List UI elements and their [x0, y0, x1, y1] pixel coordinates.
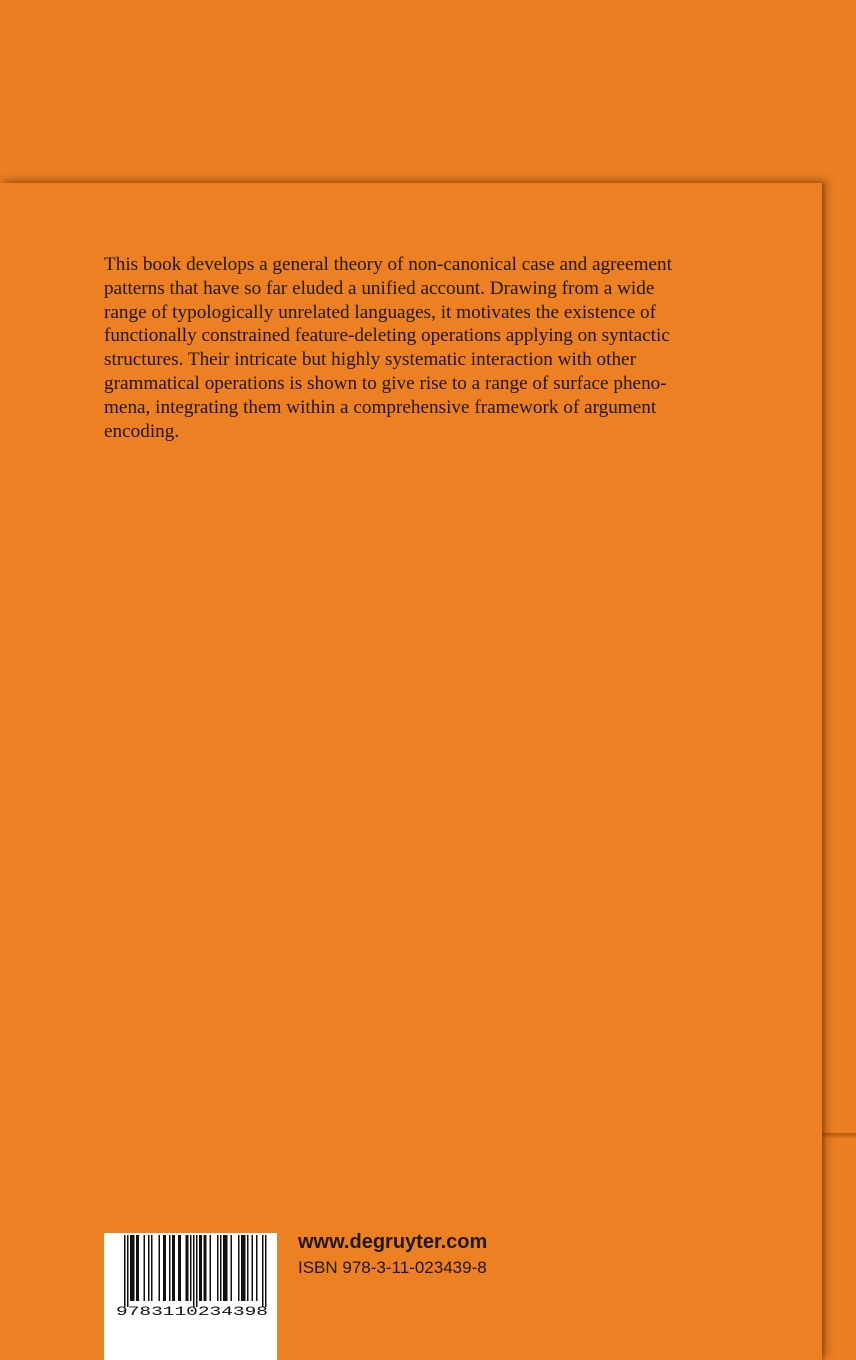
barcode-bar	[174, 1235, 176, 1301]
barcode-bar	[159, 1235, 161, 1301]
description-line: mena, integrating them within a comprehensive framework of argument	[104, 396, 657, 418]
barcode-bar	[247, 1235, 249, 1301]
barcode-bar	[190, 1235, 192, 1301]
barcode-bar	[186, 1235, 188, 1301]
barcode-bar	[225, 1235, 227, 1301]
barcode-bar	[136, 1235, 138, 1301]
barcode-bar	[127, 1235, 129, 1307]
barcode-bar	[151, 1235, 153, 1301]
barcode-bar	[169, 1235, 171, 1301]
barcode-bar	[132, 1235, 134, 1301]
barcode-bar	[148, 1235, 150, 1301]
barcode-bar	[133, 1235, 135, 1301]
barcode-bar	[231, 1235, 233, 1301]
barcode-bar	[124, 1235, 126, 1307]
barcode-bar	[265, 1235, 267, 1307]
description-line: This book develops a general theory of non-canonical case and agreement	[104, 254, 672, 275]
barcode-bar	[217, 1235, 219, 1301]
barcode-bar	[262, 1235, 264, 1307]
barcode-bar	[241, 1235, 243, 1301]
barcode-bar	[165, 1235, 167, 1301]
description-line: range of typologically unrelated languages, it motivates the existence of	[104, 301, 656, 323]
barcode-bar	[138, 1235, 140, 1301]
barcode-bars	[104, 1233, 277, 1360]
barcode-bar	[210, 1235, 212, 1301]
description-line: patterns that have so far eluded a unified account. Drawing from a wide	[104, 277, 655, 299]
isbn-barcode	[104, 1233, 277, 1360]
description-line: functionally constrained feature-deleting operations applying on syntactic	[104, 325, 670, 347]
barcode-bar	[223, 1235, 225, 1301]
barcode-bar	[205, 1235, 207, 1301]
barcode-bar	[187, 1235, 189, 1301]
jacket-shadow	[822, 1133, 856, 1139]
barcode-bar	[163, 1235, 165, 1301]
barcode-bar	[196, 1235, 198, 1307]
isbn-number: ISBN 978-3-11-023439-8	[298, 1258, 487, 1277]
book-description	[104, 253, 744, 443]
description-line: structures. Their intricate but highly systematic interaction with other	[104, 349, 636, 371]
description-line: grammatical operations is shown to give rise to a range of surface pheno-	[104, 372, 667, 394]
barcode-bar	[201, 1235, 203, 1301]
barcode-bar	[252, 1235, 254, 1301]
barcode-bar	[238, 1235, 240, 1301]
barcode-bar	[199, 1235, 201, 1301]
barcode-bar	[226, 1235, 228, 1301]
barcode-digits: 9783110234398	[116, 1305, 268, 1319]
barcode-bar	[144, 1235, 146, 1301]
description-line: encoding.	[104, 420, 180, 442]
publisher-url: www.degruyter.com	[298, 1231, 488, 1253]
barcode-bar	[178, 1235, 180, 1301]
barcode-bar	[244, 1235, 246, 1301]
barcode-bar	[204, 1235, 206, 1301]
barcode-bar	[130, 1235, 132, 1301]
barcode-bar	[256, 1235, 258, 1301]
barcode-bar	[243, 1235, 245, 1301]
barcode-bar	[172, 1235, 174, 1301]
barcode-bar	[180, 1235, 182, 1301]
barcode-bar	[193, 1235, 195, 1307]
barcode-bar	[220, 1235, 222, 1301]
